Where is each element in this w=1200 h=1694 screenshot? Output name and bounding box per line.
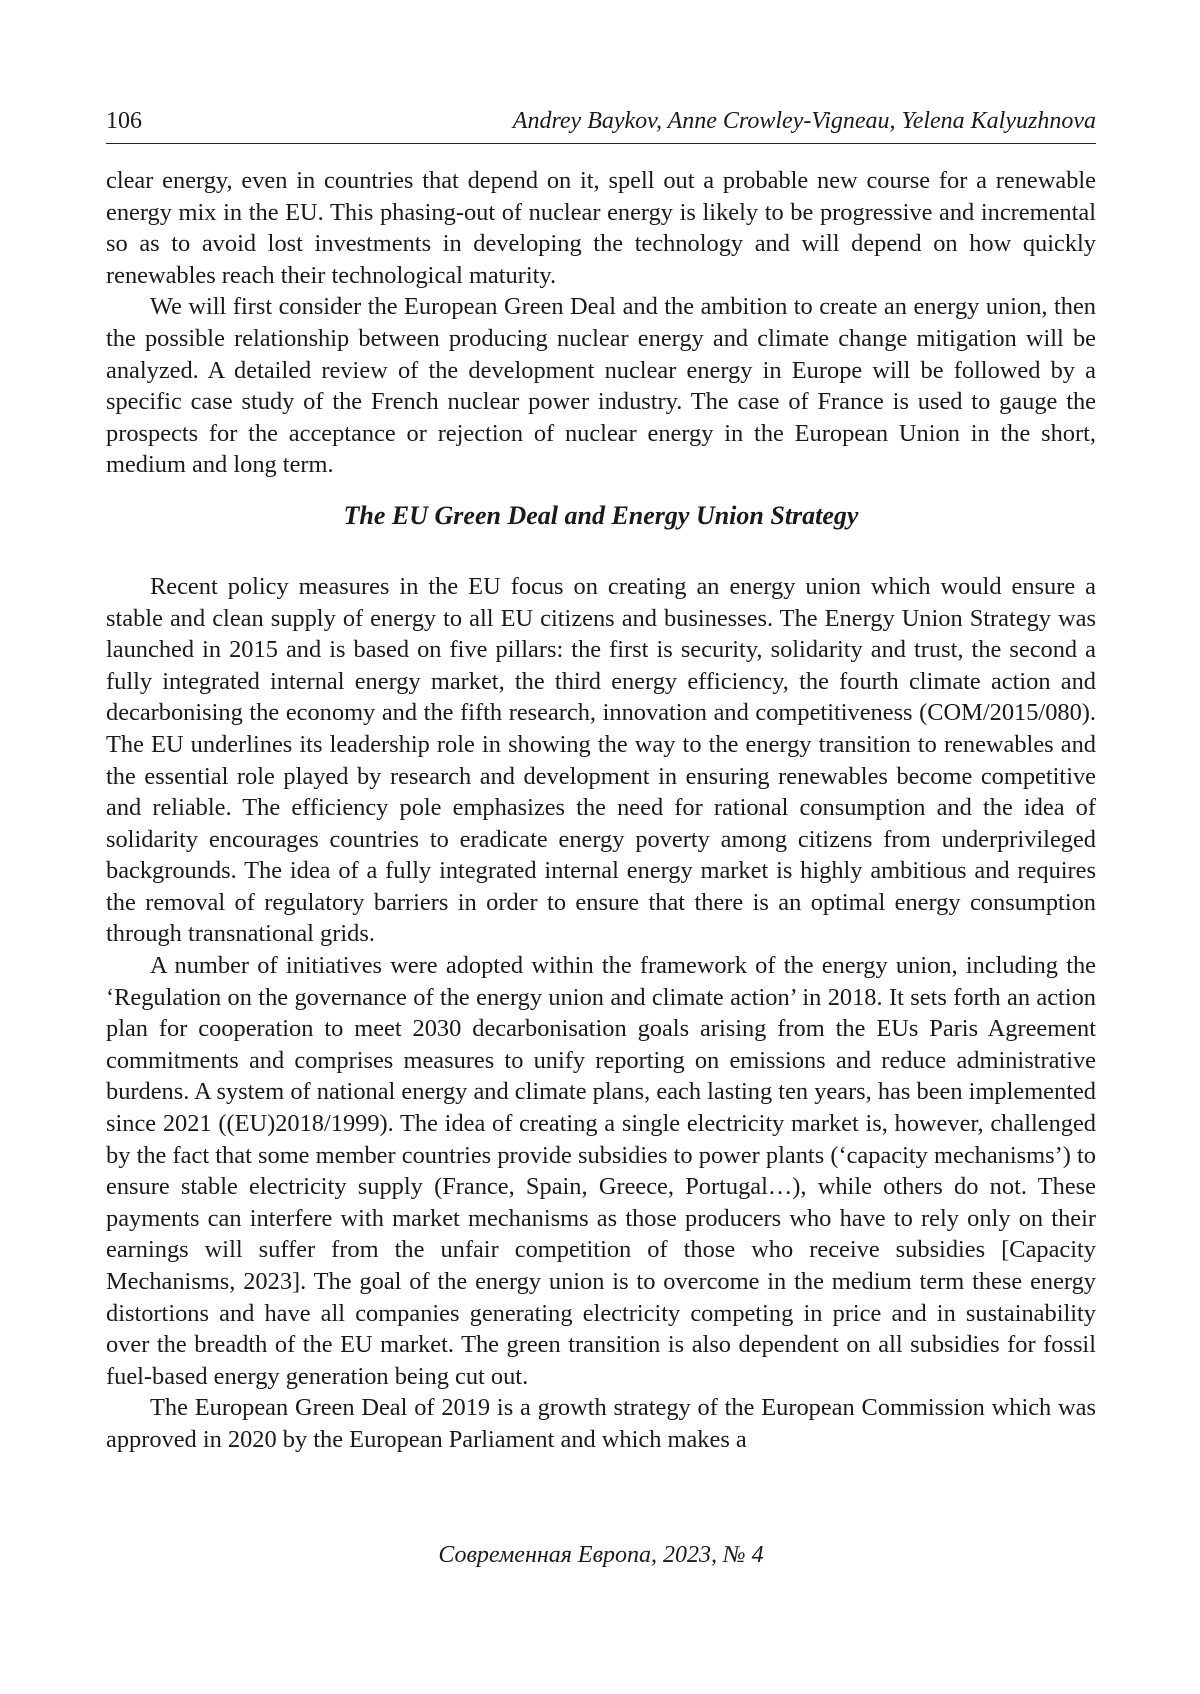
paragraph-initiatives: A number of initiatives were adopted within the framework of the energy union, including the ‘Regulation on the governance of the energy union and climate action’ in 2018. It sets forth an action plan for cooperation to meet 2030 decarbonisation goals arising from the EUs Paris Agreement commitments and comprises measures to unify reporting on emissions and reduce administrative burdens. A system of national energy and climate plans, each lasting ten years, has been implemented since 2021 ((EU)2018/1999). The idea of creating a single electricity market is, however, challenged by the fact that some member countries provide subsidies to power plants (‘capacity mechanisms’) to ensure stable electricity supply (France, Spain, Greece, Portugal…), while others do not. These payments can interfere with market mechanisms as those producers who have to rely only on their earnings will suffer from the unfair competition of those who receive subsidies [Capacity Mechanisms, 2023]. The goal of the energy union is to overcome in the medium term these energy distortions and have all companies generating electricity competing in price and in sustainability over the breadth of the EU market. The green transition is also dependent on all subsidies for fossil fuel-based energy generation being cut out.: [106, 952, 1096, 1390]
running-head-authors: Andrey Baykov, Anne Crowley-Vigneau, Yelena Kalyuzhnova: [512, 108, 1096, 134]
paragraph-outline: We will first consider the European Green Deal and the ambition to create an energy union, then the possible relationship between producing nuclear energy and climate change mitigation will be analyzed. A detailed review of the development nuclear energy in Europe will be followed by a specific case study of the French nuclear power industry. The case of France is used to gauge the prospects for the acceptance or rejection of nuclear energy in the European Union in the short, medium and long term.: [106, 293, 1096, 479]
page-number: 106: [106, 108, 142, 134]
paragraph-energy-union: Recent policy measures in the EU focus on creating an energy union which would ensure a stable and clean supply of energy to all EU citizens and businesses. The Energy Union Strategy was launched in 2015 and is based on five pillars: the first is security, solidarity and trust, the second a fully integrated internal energy market, the third energy efficiency, the fourth climate action and decarbonising the economy and the fifth research, innovation and competitiveness (COM/2015/080). The EU underlines its leadership role in showing the way to the energy transition to renewables and the essential role played by research and development in ensuring renewables become competitive and reliable. The efficiency pole emphasizes the need for rational consumption and the idea of solidarity encourages countries to eradicate energy poverty among citizens from underprivileged backgrounds. The idea of a fully integrated internal energy market is highly ambitious and requires the removal of regulatory barriers in order to ensure that there is an optimal energy consumption through transnational grids.: [106, 572, 1096, 948]
running-foot-journal: Современная Европа, 2023, № 4: [438, 1542, 764, 1568]
article-body: [106, 165, 1096, 1456]
paragraph-green-deal: The European Green Deal of 2019 is a growth strategy of the European Commission which was approved in 2020 by the European Parliament and which makes a: [106, 1394, 1096, 1453]
running-head: [106, 103, 1096, 144]
section-heading: The EU Green Deal and Energy Union Strategy: [343, 500, 859, 530]
paragraph-continuation: clear energy, even in countries that depend on it, spell out a probable new course for a renewable energy mix in the EU. This phasing-out of nuclear energy is likely to be progressive and incremental so as to avoid lost investments in developing the technology and will depend on how quickly renewables reach their technological maturity.: [106, 167, 1096, 289]
